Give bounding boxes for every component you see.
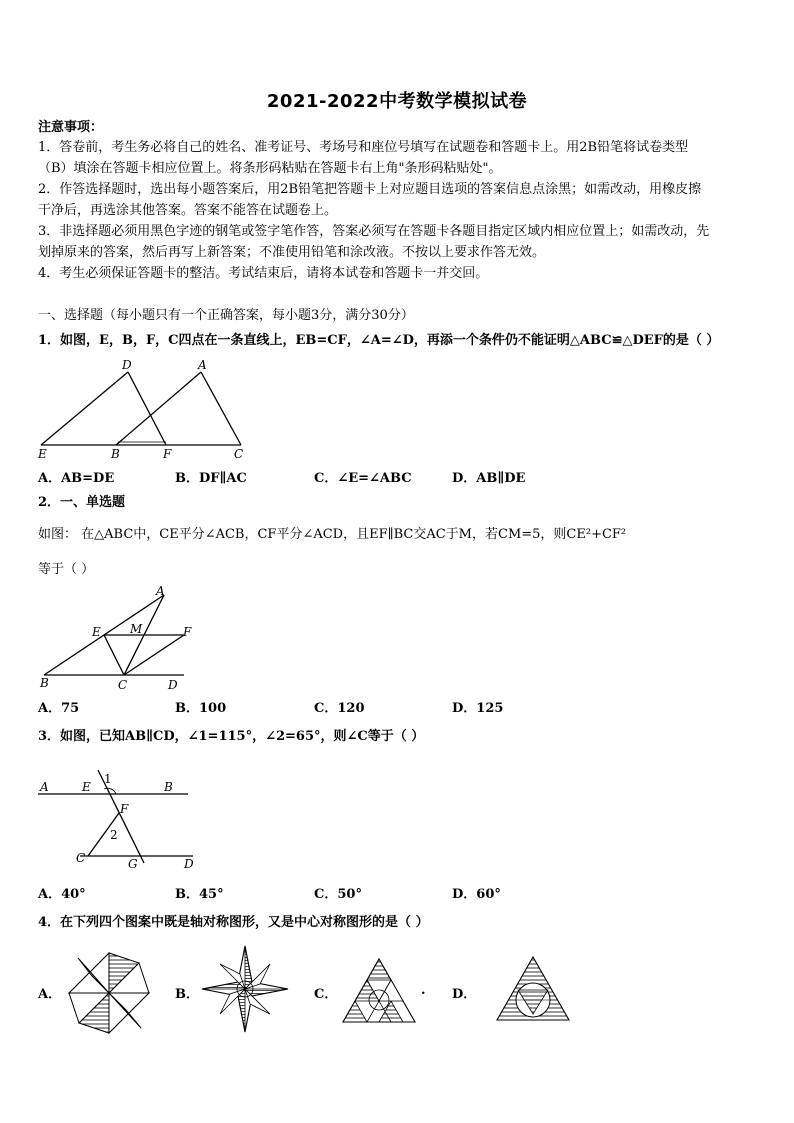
question-2-stem: 如图： 在△ABC中，CE平分∠ACB，CF平分∠ACD，且EF∥BC交AC于M，若CM=5，则CE²+CF² xyxy=(38,527,627,542)
question-4-stem: 4．在下列四个图案中既是轴对称图形，又是中心对称图形的是（ ） xyxy=(38,915,429,930)
q2-figure xyxy=(36,583,196,693)
label-A: A xyxy=(40,780,49,794)
label-B: B xyxy=(164,780,173,794)
label-C: C xyxy=(118,678,128,692)
label-F: F xyxy=(183,625,192,639)
question-2-header: 2．一、单选题 xyxy=(38,495,126,510)
q2-option-b[interactable]: B．100 xyxy=(175,701,227,716)
page-title: 2021-2022中考数学模拟试卷 xyxy=(266,91,528,112)
notice-heading: 注意事项： xyxy=(38,120,104,135)
q1-option-c[interactable]: C．∠E=∠ABC xyxy=(314,471,412,486)
angle-1-label: 1 xyxy=(104,772,112,786)
q2-option-a[interactable]: A．75 xyxy=(38,701,80,716)
label-C: C xyxy=(234,447,244,460)
triangle-pattern-c-figure xyxy=(340,956,418,1026)
q1-option-a[interactable]: A．AB=DE xyxy=(38,471,115,486)
notice-line: 3．非选择题必须用黑色字迹的钢笔或签字笔作答，答案必须写在答题卡各题目指定区域内相应位置上；如需改动，先 xyxy=(38,224,710,239)
notice-line: 2．作答选择题时，选出每小题答案后，用2B铅笔把答题卡上对应题目选项的答案信息点涂黑；如需改动，用橡皮擦 xyxy=(38,182,702,197)
label-G: G xyxy=(128,857,138,871)
label-E: E xyxy=(82,780,91,794)
label-E: E xyxy=(38,447,47,460)
q1-option-b[interactable]: B．DF∥AC xyxy=(175,471,247,486)
label-D: D xyxy=(122,358,132,372)
label-B: B xyxy=(111,447,120,460)
label-F: F xyxy=(163,447,172,460)
notice-line: 4．考生必须保证答题卡的整洁。考试结束后，请将本试卷和答题卡一并交回。 xyxy=(38,266,489,281)
label-B: B xyxy=(40,676,49,690)
q3-option-c[interactable]: C．50° xyxy=(314,887,362,902)
q2-option-d[interactable]: D．125 xyxy=(452,701,504,716)
label-D: D xyxy=(184,857,194,871)
notice-line: 干净后，再选涂其他答案。答案不能答在试题卷上。 xyxy=(38,203,338,218)
q2-option-c[interactable]: C．120 xyxy=(314,701,365,716)
label-M: M xyxy=(130,622,143,636)
q3-figure xyxy=(36,765,201,875)
star-compass-figure xyxy=(200,944,290,1034)
label-D: D xyxy=(168,678,178,692)
pinwheel-figure xyxy=(66,950,152,1036)
label-E: E xyxy=(92,625,101,639)
q1-triangles-figure xyxy=(36,355,251,460)
question-1-stem: 1．如图，E，B，F，C四点在一条直线上，EB=CF，∠A=∠D，再添一个条件仍不能证明△ABC≌△DEF的是（ ） xyxy=(38,333,720,348)
triangle-circle-d-figure xyxy=(494,954,572,1024)
question-2-stem-cont: 等于（ ） xyxy=(38,562,95,577)
q1-option-d[interactable]: D．AB∥DE xyxy=(452,471,526,486)
q4-separator-dot: . xyxy=(421,983,426,998)
notice-line: 1．答卷前，考生务必将自己的姓名、准考证号、考场号和座位号填写在试题卷和答题卡上。用2B铅笔将试卷类型 xyxy=(38,140,689,155)
notice-line: （B）填涂在答题卡相应位置上。将条形码粘贴在答题卡右上角"条形码粘贴处"。 xyxy=(38,161,502,176)
label-A: A xyxy=(156,584,165,598)
q4-option-b[interactable]: B． xyxy=(175,987,199,1002)
q4-option-d[interactable]: D． xyxy=(452,987,477,1002)
q4-option-c[interactable]: C． xyxy=(314,987,338,1002)
label-A: A xyxy=(198,358,207,372)
q3-option-a[interactable]: A．40° xyxy=(38,887,86,902)
question-3-stem: 3．如图，已知AB∥CD，∠1=115°，∠2=65°，则∠C等于（ ） xyxy=(38,729,425,744)
label-F: F xyxy=(120,802,129,816)
section-heading: 一、选择题（每小题只有一个正确答案，每小题3分，满分30分） xyxy=(38,308,414,323)
q3-option-b[interactable]: B．45° xyxy=(175,887,224,902)
angle-2-label: 2 xyxy=(110,828,118,842)
notice-line: 划掉原来的答案，然后再写上新答案；不准使用铅笔和涂改液。不按以上要求作答无效。 xyxy=(38,245,546,260)
q3-option-d[interactable]: D．60° xyxy=(452,887,501,902)
q4-option-a[interactable]: A． xyxy=(38,987,62,1002)
label-C: C xyxy=(76,851,86,865)
